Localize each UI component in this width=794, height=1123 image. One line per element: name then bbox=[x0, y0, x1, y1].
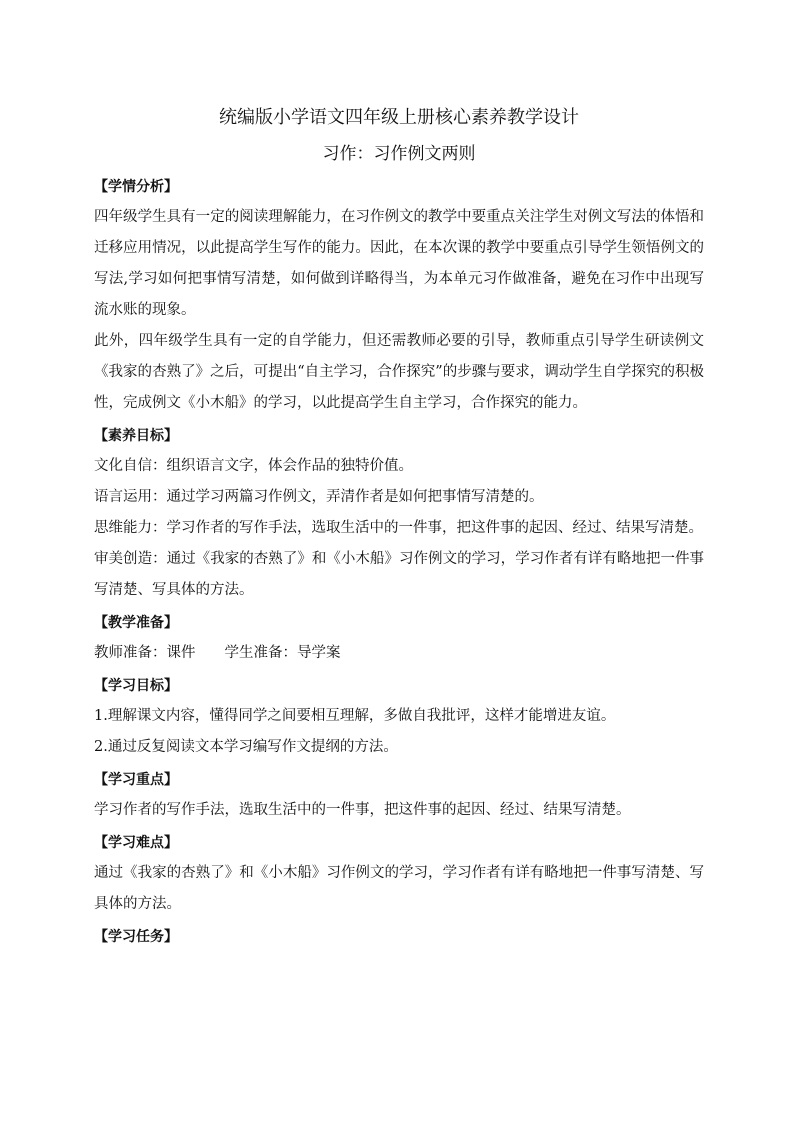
document-subtitle: 习作：习作例文两则 bbox=[322, 144, 476, 164]
paragraph-key-points: 学习作者的写作手法，选取生活中的一件事，把这件事的起因、经过、结果写清楚。 bbox=[94, 802, 631, 818]
paragraph-teaching-preparation: 教师准备：课件 学生准备：导学案 bbox=[94, 645, 341, 661]
section-heading-difficult-points: 【学习难点】 bbox=[94, 835, 178, 851]
learning-objective-1: 1.理解课文内容，懂得同学之间要相互理解，多做自我批评，这样才能增进友谊。 bbox=[94, 708, 616, 724]
goal-thinking-ability: 思维能力：学习作者的写作手法，选取生活中的一件事，把这件事的起因、经过、结果写清楚。 bbox=[94, 520, 703, 536]
section-heading-literacy-goals: 【素养目标】 bbox=[94, 428, 178, 444]
document-title: 统编版小学语文四年级上册核心素养教学设计 bbox=[219, 107, 579, 128]
section-heading-key-points: 【学习重点】 bbox=[94, 772, 178, 788]
paragraph-learning-analysis-2: 此外，四年级学生具有一定的自学能力，但还需教师必要的引导，教师重点引导学生研读例文《我家的杏熟了》之后，可提出“自主学习，合作探究”的步骤与要求，调动学生自学探究的积极性，完成例文《小木船》的学习，以此提高学生自主学习，合作探究的能力。 bbox=[94, 333, 704, 411]
paragraph-learning-analysis-1: 四年级学生具有一定的阅读理解能力，在习作例文的教学中要重点关注学生对例文写法的体悟和迁移应用情况，以此提高学生写作的能力。因此，在本次课的教学中要重点引导学生领悟例文的写法,学习如何把事情写清楚，如何做到详略得当，为本单元习作做准备，避免在习作中出现写流水账的现象。 bbox=[94, 209, 704, 318]
paragraph-difficult-points: 通过《我家的杏熟了》和《小木船》习作例文的学习，学习作者有详有略地把一件事写清楚、写具体的方法。 bbox=[94, 865, 704, 912]
goal-language-use: 语言运用：通过学习两篇习作例文，弄清作者是如何把事情写清楚的。 bbox=[94, 489, 544, 505]
section-heading-learning-objectives: 【学习目标】 bbox=[94, 678, 178, 694]
goal-aesthetic-creation: 审美创造：通过《我家的杏熟了》和《小木船》习作例文的学习，学习作者有详有略地把一件事写清楚、写具体的方法。 bbox=[94, 551, 704, 598]
section-heading-teaching-preparation: 【教学准备】 bbox=[94, 615, 178, 631]
document-body bbox=[94, 104, 704, 952]
learning-objective-2: 2.通过反复阅读文本学习编写作文提纲的方法。 bbox=[94, 739, 398, 755]
section-heading-learning-tasks: 【学习任务】 bbox=[94, 929, 178, 945]
goal-cultural-confidence: 文化自信：组织语言文字，体会作品的独特价值。 bbox=[94, 458, 413, 474]
section-heading-learning-analysis: 【学情分析】 bbox=[94, 179, 178, 195]
